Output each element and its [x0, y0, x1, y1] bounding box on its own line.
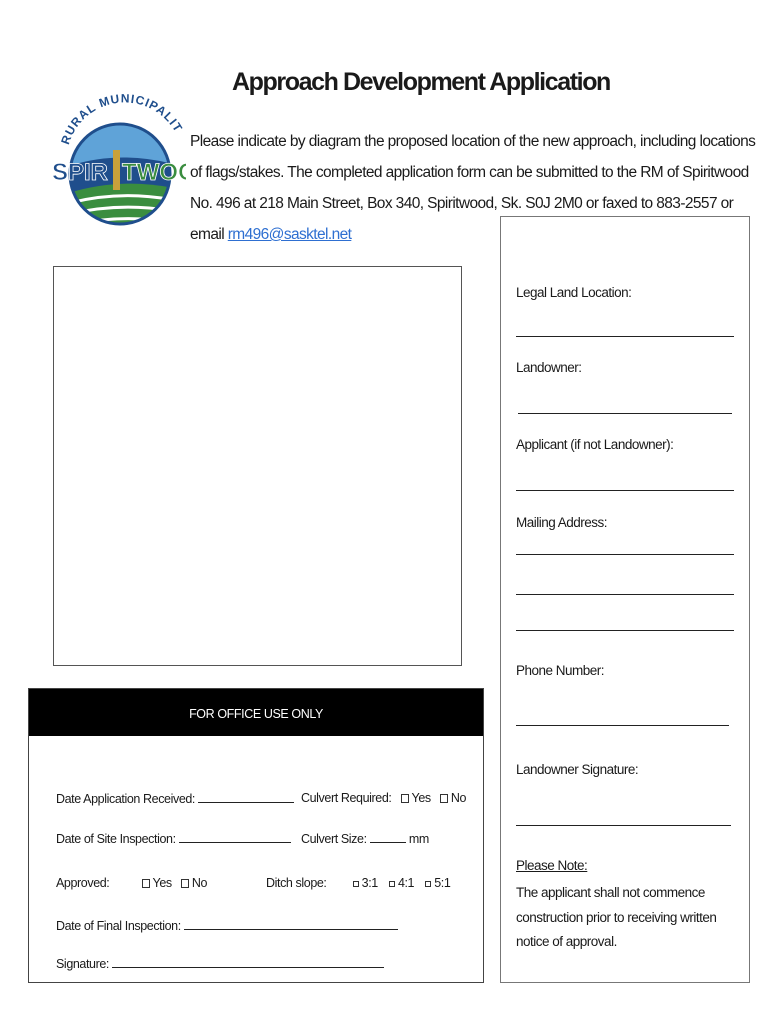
email-link[interactable]: rm496@sasktel.net — [227, 226, 352, 243]
site-inspection-row — [56, 831, 291, 846]
approved-label: Approved: — [56, 876, 110, 890]
approved-row — [56, 876, 207, 890]
rm-spiritwood-logo — [52, 70, 186, 250]
approved-no-checkbox[interactable] — [181, 879, 189, 888]
office-use-panel — [28, 688, 484, 983]
final-inspection-label: Date of Final Inspection: — [56, 919, 181, 933]
page-title: Approach Development Application — [232, 68, 610, 96]
mailing-address-field-2[interactable] — [516, 594, 734, 595]
svg-text:SPIR: SPIR — [52, 159, 109, 186]
culvert-size-unit: mm — [408, 832, 429, 846]
landowner-signature-field[interactable] — [516, 825, 731, 826]
approved-yes-checkbox[interactable] — [142, 879, 150, 888]
email-prefix: email — [190, 226, 228, 243]
slope-5-1-checkbox[interactable] — [425, 881, 431, 887]
intro-line: of flags/stakes. The completed application form can be submitted to the RM of Spiritwood — [190, 164, 749, 181]
culvert-size-label: Culvert Size: — [301, 832, 367, 846]
landowner-label: Landowner: — [516, 360, 582, 375]
svg-text:RURAL MUNICIPALITY #496: RURAL MUNICIPALIT — [58, 91, 186, 147]
culvert-yes-checkbox[interactable] — [401, 794, 409, 803]
svg-text:TWOOD: TWO — [122, 159, 178, 186]
culvert-no-checkbox[interactable] — [440, 794, 448, 803]
signature-label: Signature: — [56, 957, 109, 971]
landowner-field[interactable] — [518, 413, 732, 414]
culvert-yes-label: Yes — [411, 791, 431, 805]
mailing-address-field-3[interactable] — [516, 630, 734, 631]
date-received-label: Date Application Received: — [56, 792, 195, 806]
approved-yes-label: Yes — [152, 876, 172, 890]
approved-no-label: No — [191, 876, 208, 890]
culvert-required-label: Culvert Required: — [301, 791, 392, 805]
final-inspection-row — [56, 918, 398, 933]
landowner-signature-label: Landowner Signature: — [516, 762, 639, 777]
culvert-size-field[interactable] — [370, 831, 406, 843]
slope-4-1-checkbox[interactable] — [389, 881, 395, 887]
date-received-row — [56, 791, 294, 806]
final-inspection-field[interactable] — [184, 918, 398, 930]
intro-line: Please indicate by diagram the proposed location of the new approach, including locations — [190, 133, 756, 150]
applicant-label: Applicant (if not Landowner): — [516, 437, 674, 452]
ditch-slope-label: Ditch slope: — [266, 876, 327, 890]
slope-5-1-label: 5:1 — [434, 876, 451, 890]
culvert-size-row — [301, 831, 429, 846]
culvert-required-row — [301, 791, 466, 805]
legal-land-location-label: Legal Land Location: — [516, 285, 632, 300]
signature-field[interactable] — [112, 956, 384, 968]
office-use-header: FOR OFFICE USE ONLY — [29, 689, 483, 736]
phone-number-field[interactable] — [516, 725, 729, 726]
slope-4-1-label: 4:1 — [397, 876, 415, 890]
applicant-info-panel — [500, 216, 750, 983]
legal-land-location-field[interactable] — [516, 336, 734, 337]
diagram-drawing-area[interactable] — [53, 266, 462, 666]
mailing-address-label: Mailing Address: — [516, 515, 608, 530]
culvert-no-label: No — [450, 791, 467, 805]
intro-line: No. 496 at 218 Main Street, Box 340, Spiritwood, Sk. S0J 2M0 or faxed to 883-2557 or — [190, 195, 734, 212]
site-inspection-field[interactable] — [179, 831, 291, 843]
ditch-slope-row — [266, 876, 450, 890]
note-title: Please Note: — [516, 858, 588, 873]
site-inspection-label: Date of Site Inspection: — [56, 832, 176, 846]
signature-row — [56, 956, 384, 971]
mailing-address-field-1[interactable] — [516, 554, 734, 555]
note-body: The applicant shall not commence construction prior to receiving written notice of approval. — [516, 885, 717, 949]
slope-3-1-checkbox[interactable] — [353, 881, 359, 887]
applicant-field[interactable] — [516, 490, 734, 491]
slope-3-1-label: 3:1 — [361, 876, 378, 890]
phone-number-label: Phone Number: — [516, 663, 605, 678]
date-received-field[interactable] — [198, 791, 294, 803]
